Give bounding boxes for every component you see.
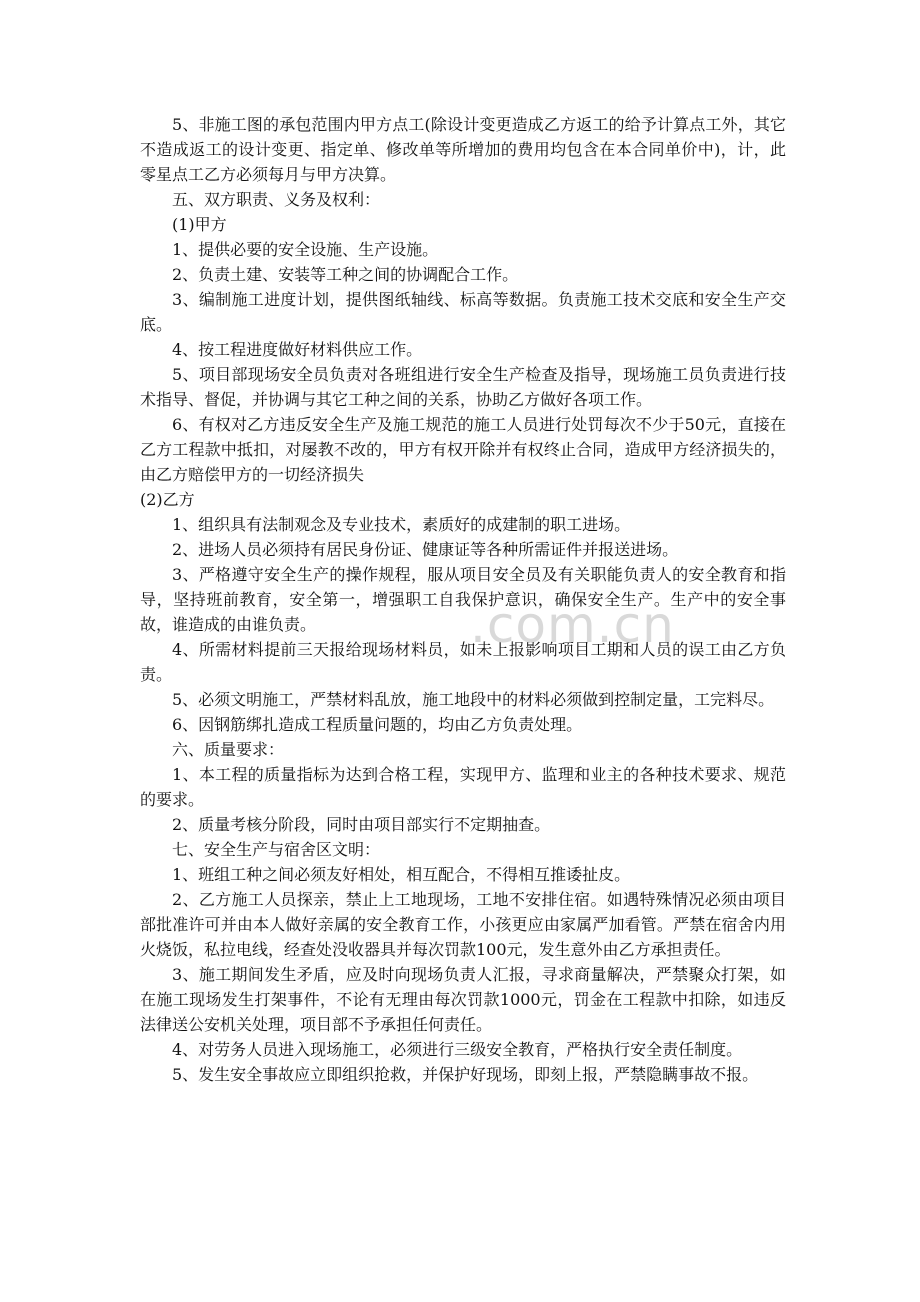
section-heading-7: 七、安全生产与宿舍区文明： [172,840,381,859]
subheading-party-b: (2)乙方 [140,490,195,509]
paragraph-s-1: 1、班组工种之间必须友好相处，相互配合，不得相互推诿扯皮。 [172,865,631,884]
watermark-text: .com.cn [470,596,675,654]
paragraph-s-3: 3、施工期间发生矛盾，应及时向现场负责人汇报，寻求商量解决，严禁聚众打架，如在施工现场发生打架事件，不论有无理由每次罚款1000元，罚金在工程款中扣除，如违反法律送公安机关处理，项目部不予承担任何责任。 [140,965,786,1034]
paragraph-q-1: 1、本工程的质量指标为达到合格工程，实现甲方、监理和业主的各种技术要求、规范的要求。 [140,765,786,809]
paragraph-s-2: 2、乙方施工人员探亲，禁止上工地现场，工地不安排住宿。如遇特殊情况必须由项目部批准许可并由本人做好亲属的安全教育工作，小孩更应由家属严加看管。严禁在宿舍内用火烧饭，私拉电线，经查处没收器具并每次罚款100元，发生意外由乙方承担责任。 [140,890,786,959]
paragraph-a-4: 4、按工程进度做好材料供应工作。 [172,340,423,359]
paragraph-a-2: 2、负责土建、安装等工种之间的协调配合工作。 [172,265,519,284]
paragraph-1: 5、非施工图的承包范围内甲方点工(除设计变更造成乙方返工的给予计算点工外，其它不造成返工的设计变更、指定单、修改单等所增加的费用均包含在本合同单价中)，计，此零星点工乙方必须每月与甲方决算。 [140,115,786,184]
paragraph-q-2: 2、质量考核分阶段，同时由项目部实行不定期抽查。 [172,815,551,834]
paragraph-b-4: 4、所需材料提前三天报给现场材料员，如未上报影响项目工期和人员的误工由乙方负责。 [140,640,786,684]
section-heading-5: 五、双方职责、义务及权利： [172,190,381,209]
paragraph-s-4: 4、对劳务人员进入现场施工，必须进行三级安全教育，严格执行安全责任制度。 [172,1040,743,1059]
subheading-party-a: (1)甲方 [172,215,227,234]
paragraph-b-2: 2、进场人员必须持有居民身份证、健康证等各种所需证件并报送进场。 [172,540,679,559]
document-body [140,112,786,1087]
paragraph-a-1: 1、提供必要的安全设施、生产设施。 [172,240,439,259]
paragraph-b-1: 1、组织具有法制观念及专业技术，素质好的成建制的职工进场。 [172,515,631,534]
paragraph-b-6: 6、因钢筋绑扎造成工程质量问题的，均由乙方负责处理。 [172,715,583,734]
paragraph-s-5: 5、发生安全事故应立即组织抢救，并保护好现场，即刻上报，严禁隐瞒事故不报。 [172,1065,759,1084]
paragraph-a-5: 5、项目部现场安全员负责对各班组进行安全生产检查及指导，现场施工员负责进行技术指导、督促，并协调与其它工种之间的关系，协助乙方做好各项工作。 [140,365,786,409]
paragraph-b-5: 5、必须文明施工，严禁材料乱放，施工地段中的材料必须做到控制定量，工完料尽。 [172,690,775,709]
paragraph-b-3: 3、严格遵守安全生产的操作规程，服从项目安全员及有关职能负责人的安全教育和指导，坚持班前教育，安全第一，增强职工自我保护意识，确保安全生产。生产中的安全事故，谁造成的由谁负责。 [140,565,786,634]
paragraph-a-6: 6、有权对乙方违反安全生产及施工规范的施工人员进行处罚每次不少于50元，直接在乙方工程款中抵扣，对屡教不改的，甲方有权开除并有权终止合同，造成甲方经济损失的，由乙方赔偿甲方的一切经济损失 [140,415,786,484]
section-heading-6: 六、质量要求： [172,740,285,759]
paragraph-a-3: 3、编制施工进度计划，提供图纸轴线、标高等数据。负责施工技术交底和安全生产交底。 [140,290,786,334]
